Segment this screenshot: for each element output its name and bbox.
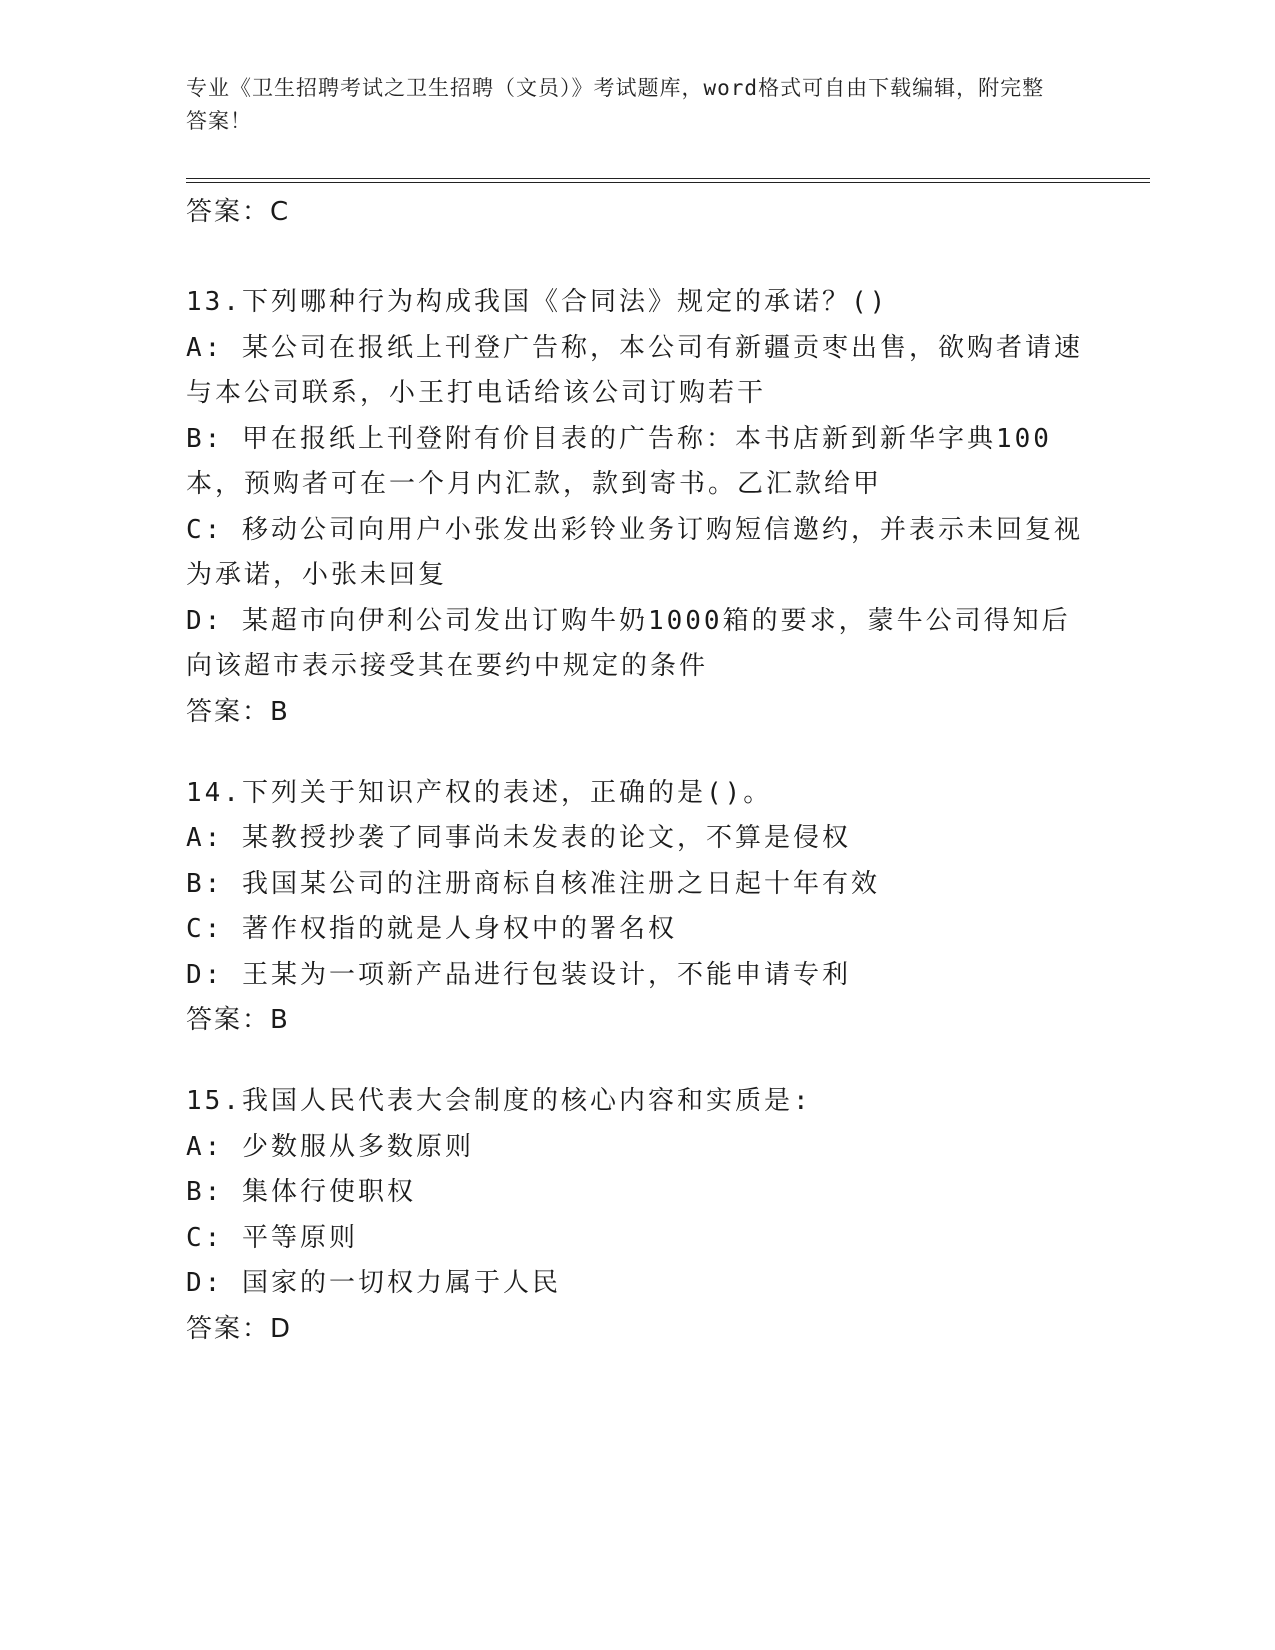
question-title: 14.下列关于知识产权的表述，正确的是()。	[186, 777, 773, 808]
question-title: 15.我国人民代表大会制度的核心内容和实质是:	[186, 1086, 812, 1116]
option-a: A: 少数服从多数原则	[186, 1131, 474, 1162]
header-divider-bottom	[186, 182, 1150, 183]
option-b: B: 我国某公司的注册商标自核准注册之日起十年有效	[186, 868, 880, 899]
option-b: B: 集体行使职权	[186, 1177, 416, 1207]
option-a: A: 某教授抄袭了同事尚未发表的论文，不算是侵权	[186, 823, 851, 853]
option-d: D: 国家的一切权力属于人民	[186, 1268, 561, 1298]
option-a: A: 某公司在报纸上刊登广告称，本公司有新疆贡枣出售，欲购者请速与本公司联系，小王打电话给该公司订购若干	[186, 332, 1083, 408]
document-header: 专业《卫生招聘考试之卫生招聘（文员）》考试题库，word格式可自由下载编辑，附完整答案！	[186, 76, 1045, 133]
question-block	[186, 1079, 1086, 1352]
answer-line: 答案：B	[186, 696, 290, 727]
answer-line: 答案：D	[186, 1313, 293, 1344]
option-c: C: 著作权指的就是人身权中的署名权	[186, 914, 677, 944]
option-c: C: 移动公司向用户小张发出彩铃业务订购短信邀约，并表示未回复视为承诺，小张未回复	[186, 514, 1083, 590]
header-divider-top	[186, 178, 1150, 179]
question-block	[186, 771, 1086, 1044]
option-d: D: 某超市向伊利公司发出订购牛奶1000箱的要求，蒙牛公司得知后向该超市表示接受其在要约中规定的条件	[186, 605, 1071, 681]
answer-line: 答案：C	[186, 197, 291, 227]
question-list	[186, 280, 1086, 1388]
option-c: C: 平等原则	[186, 1222, 358, 1253]
option-d: D: 王某为一项新产品进行包装设计，不能申请专利	[186, 959, 851, 990]
option-b: B: 甲在报纸上刊登附有价目表的广告称：本书店新到新华字典100本，预购者可在一个月内汇款，款到寄书。乙汇款给甲	[186, 423, 1052, 499]
question-title: 13.下列哪种行为构成我国《合同法》规定的承诺？()	[186, 287, 889, 317]
answer-line: 答案：B	[186, 1005, 290, 1035]
question-block	[186, 280, 1086, 735]
